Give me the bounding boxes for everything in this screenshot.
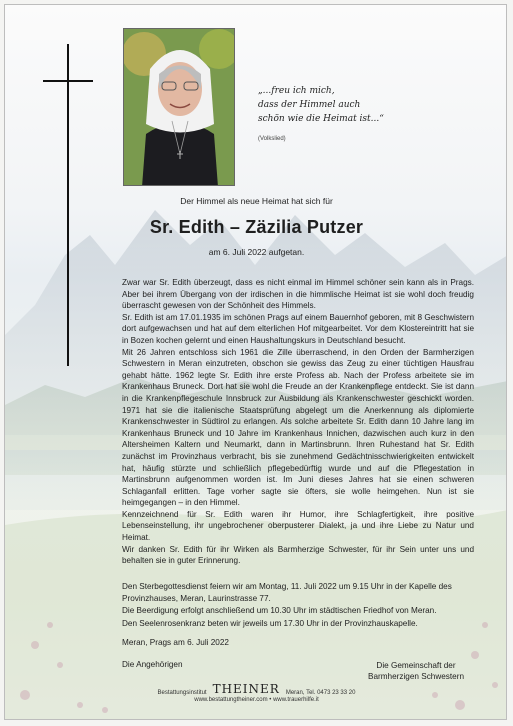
signature-community — [360, 660, 472, 682]
quote-line: schön wie die Heimat ist...“ — [258, 114, 384, 124]
funeral-home-footer: Bestattungsinstitut THEINER Meran, Tel. 0473 23 33 20 www.bestattungtheiner.com • www.trauerhilfe.it — [157, 682, 356, 703]
funeral-mass-info: Den Sterbegottesdienst feiern wir am Montag, 11. Juli 2022 um 9.15 Uhr in der Kapelle des Provinzhauses, Meran, Laurinstrasse 77. — [122, 582, 452, 604]
quote-block — [258, 84, 384, 126]
biography-paragraph: Kennzeichnend für Sr. Edith waren ihr Humor, ihre Schlagfertigkeit, ihre positive Lebenseinstellung, ihr ungebrochener oberpusterer Dialekt, ja und ihre Liebe zu Natur und Heimat. — [122, 509, 474, 543]
footer-prefix: Bestattungsinstitut — [157, 690, 207, 696]
footer-url-link[interactable]: www.trauerhilfe.it — [273, 697, 319, 703]
quote-line: „...freu ich mich, — [258, 86, 335, 96]
funeral-home-logo: THEINER — [212, 682, 280, 696]
biography-paragraph: Sr. Edith ist am 17.01.1935 im schönen Prags auf einem Bauernhof geboren, mit 8 Geschwistern dort aufgewachsen und hat auf dem elterlichen Hof mitgearbeitet. Vor dem Klostereintritt hat sie in Bozen kochen gelernt und einen Haushaltungskurs in Deutschland besucht. — [122, 312, 474, 345]
portrait-photo — [123, 28, 235, 186]
quote-source: (Volkslied) — [258, 136, 286, 142]
service-info — [122, 581, 474, 630]
signature-line: Barmherzigen Schwestern — [367, 672, 465, 681]
biography-paragraph: Mit 26 Jahren entschloss sich 1961 die Zille überraschend, in den Orden der Barmherzigen Schwestern in Meran einzutreten, obschon sie gewiss das Zeug zu einer tüchtigen Hausfrau gehabt hätte. 1962 legte Sr. Edith ihre erste Profess ab. Nach der Profess arbeitete sie im Krankenhaus Bruneck. Dort hat sie wohl die Freude an der Krankenpflege entdeckt. Sie ist dann in die Krankenpflegeschule Innsbruck zur Ausbildung als Krankenschwester geschickt worden. 1971 hat sie die italienische Staatsprüfung abgelegt um die Anerkennung als diplomierte Krankenschwester in Südtirol zu erlangen. Als solche arbeitete Sr. Edith dann 10 Jahre lang im Krankenhaus Bruneck und 10 Jahre im Krankenhaus Innichen, dazwischen auch kurz in den Altersheimen Kaltern und Neumarkt, dann in Martinsbrunn. Ihren Ruhestand hat Sr. Edith zunächst im Provinzhaus verbracht, bis sie zunehmend Gedächtnisschwierigkeiten entwickelt hat, häufig stürzte und schließlich pflegebedürftig wurde und auf die Pflegestation in Martinsbrunn aufgenommen worden ist. Im Juni dieses Jahres hat sie einen schweren Schlaganfall erlitten. Tage vorher sagte sie öfters, sie wolle heimgehen. Nun ist sie heimgegangen – in den Himmel. — [122, 347, 474, 508]
burial-info: Die Beerdigung erfolgt anschließend um 10.30 Uhr im städtischen Friedhof von Meran. — [122, 606, 437, 616]
biography-paragraph: Wir danken Sr. Edith für ihr Wirken als Barmherzige Schwester, für ihr Sein unter uns und behalten sie in guter Erinnerung. — [122, 544, 474, 566]
place-and-date: Meran, Prags am 6. Juli 2022 — [122, 638, 229, 647]
footer-contact: Meran, Tel. 0473 23 33 20 — [285, 690, 356, 696]
death-date: am 6. Juli 2022 aufgetan. — [208, 247, 305, 257]
signature-line: Die Gemeinschaft der — [376, 661, 456, 670]
deceased-name: Sr. Edith – Zäzilia Putzer — [149, 217, 364, 237]
intro-line: Der Himmel als neue Heimat hat sich für — [180, 196, 333, 206]
cross-horizontal-bar — [43, 80, 93, 82]
footer-url-link[interactable]: www.bestattungtheiner.com — [194, 697, 268, 703]
biography-text — [122, 277, 474, 567]
quote-line: dass der Himmel auch — [258, 100, 361, 110]
rosary-info: Den Seelenrosenkranz beten wir jeweils um 17.30 Uhr in der Provinzhauskapelle. — [122, 618, 418, 628]
biography-paragraph: Zwar war Sr. Edith überzeugt, dass es nicht einmal im Himmel schöner sein kann als in Prags. Aber bei ihrem Übergang von der irdischen in die himmlische Heimat ist sie wohl doch freudig überrascht gewesen von der Schönheit des Himmels. — [122, 278, 474, 311]
signature-family: Die Angehörigen — [122, 660, 183, 669]
